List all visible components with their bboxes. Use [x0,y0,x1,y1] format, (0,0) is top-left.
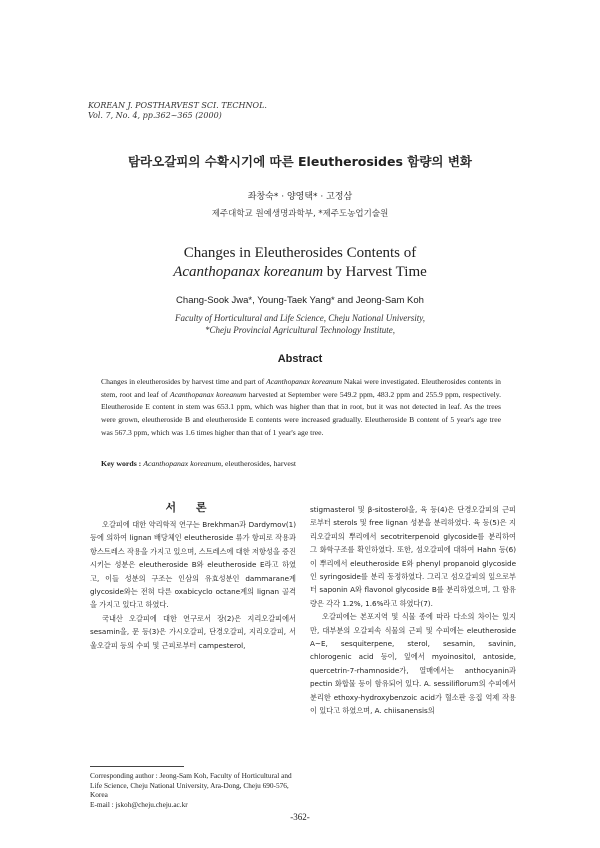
keywords-label: Key words : [101,459,144,468]
english-authors: Chang-Sook Jwa*, Young-Taek Yang* and Jeong-Sam Koh [176,295,424,306]
intro-left-column [90,518,296,652]
english-title-line1: Changes in Eleutherosides Contents of [183,245,417,261]
page-number: -362- [290,812,310,822]
introduction-heading: 서 론 [165,501,215,514]
corresponding-author-text: Corresponding author : Jeong-Sam Koh, Faculty of Horticultural and Life Science, Cheju National University, Ara-Dong, Cheju 690-576, Korea [90,771,292,800]
english-affiliation [0,312,600,336]
korean-title: 탐라오갈피의 수확시기에 따른 Eleutherosides 함량의 변화 [127,154,472,169]
abstract-text-2: Nakai were investigated. Eleutherosides contents in stem, root and leaf of [101,377,501,399]
keywords-species: Acanthopanax koreanum [143,459,222,468]
keywords [101,459,296,468]
corresponding-author-email: E-mail : jskoh@cheju.cheju.ac.kr [90,799,188,809]
english-title-line2 [0,263,600,282]
journal-name: KOREAN J. POSTHARVEST SCI. TECHNOL. [88,101,267,110]
journal-volume: Vol. 7, No. 4, pp.362~365 (2000) [88,111,222,120]
english-title [0,244,600,282]
korean-affiliation: 제주대학교 원예생명과학부, *제주도농업기술원 [211,209,389,219]
intro-paragraph-3: stigmasterol 및 β-sitosterol을, 육 등(4)은 단경오갈피의 근피로부터 sterols 및 free lignan 성분을 분리하였다. 육 등(5)은 지리오갈피의 뿌리에서 secotriterpenoid glycoside를 분리하여 그 화학구조를 확인하였다. 또한, 섬오갈피에 대하여 Hahn 등(6)이 뿌리에서 eleutheroside E와 phenyl propanoid glycoside인 syringoside를 분리 동정하였다. 그리고 섬오갈피의 잎으로부터 saponin A와 flavonol glycoside B를 분리하였으며, 그 함유량은 각각 1.2%, 1.6%라고 하였다(7). [310,505,516,608]
abstract-species-2: Acanthopanax koreanum [169,389,247,399]
intro-paragraph-1: 오갈피에 대한 약리학적 연구는 Brekhman과 Dardymov(1) 등에 의하여 lignan 배당체인 eleutheroside 류가 항피로 작용과 항스트레스 작용을 가지고 있으며, 스트레스에 대한 저항성을 증진시키는 성분은 eleutheroside B와 eleutheroside E라고 하였고, 이들 성분의 구조는 인삼의 유효성분인 dammarane계 glycoside와는 전혀 다른 oxabicyclo octane계의 lignan 골격을 가지고 있다고 하였다. [90,520,296,610]
intro-right-column [310,503,516,718]
abstract-species-1: Acanthopanax koreanum [266,377,342,386]
abstract-body [101,376,501,440]
english-affiliation-line2: *Cheju Provincial Agricultural Technology Institute, [205,325,395,335]
intro-paragraph-2: 국내산 오갈피에 대한 연구로서 장(2)은 지리오갈피에서 sesamin을, 문 등(3)은 가시오갈피, 단경오갈피, 지리오갈피, 서울오갈피 등의 수피 및 근피로부터 campesterol, [90,613,296,650]
abstract-text-3: harvested at September were 549.2 ppm, 483.2 ppm and 255.9 ppm, respectively. Eleutheroside E content in stem was 653.1 ppm, which was higher than that in root, but it was not detected in leaf. As the trees were grown, eleutheroside B and eleutheroside E contents were increased gradually. Eleutheroside B content of 5 year's age tree was 567.3 ppm, which was 1.6 times higher than that of 1 year's age tree. [101,389,501,437]
korean-authors: 좌창숙* · 양영택* · 고정삼 [247,192,353,202]
english-affiliation-line1: Faculty of Horticultural and Life Science, Cheju National University, [175,313,425,323]
journal-header [88,101,267,121]
abstract-text-1: Changes in eleutherosides by harvest time and part of [101,377,267,386]
abstract-heading: Abstract [277,353,323,365]
intro-paragraph-4: 오갈피에는 본포지역 및 식물 종에 따라 다소의 차이는 있지만, 대부분의 오갈피속 식물의 근피 및 수피에는 eleutheroside A~E, sesquiterpene, sterol, sesamin, savinin, chlorogenic acid 등이, 잎에서 myoinositol, antoside, quercetrin-7-rhamnoside가, 열매에서는 anthocyanin과 pectin 화합물 등이 함유되어 있다. A. sessiliflorum의 수피에서 분리한 ethoxy-hydroxybenzoic acid가 혈소판 응집 억제 작용이 있다고 하였으며, A. chiisanensis의 [310,612,516,716]
english-title-rest: by Harvest Time [323,264,427,280]
corresponding-author-footnote [90,771,296,809]
footnote-divider [90,766,184,767]
keywords-rest: , eleutherosides, harvest [221,459,297,468]
english-title-species: Acanthopanax koreanum [173,264,324,280]
